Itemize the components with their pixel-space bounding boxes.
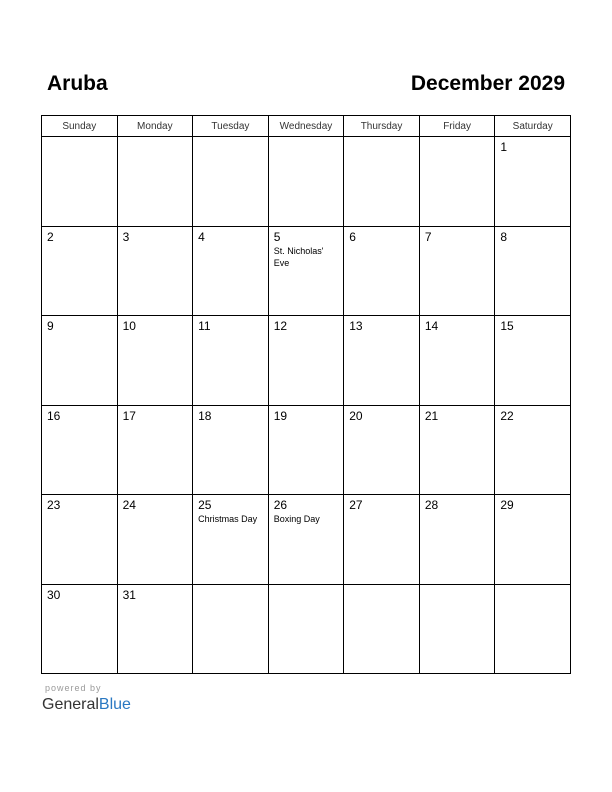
day-cell: [419, 226, 495, 316]
day-number: 3: [122, 229, 130, 244]
day-cell: [193, 495, 269, 585]
day-cell: [42, 405, 118, 495]
month-year-title: December 2029: [410, 72, 565, 95]
day-cell: [193, 137, 269, 227]
day-cell: [495, 584, 571, 674]
day-cell: [117, 584, 193, 674]
brand-logo: [42, 695, 131, 715]
day-cell: [495, 405, 571, 495]
country-title: Aruba: [47, 72, 108, 95]
day-cell: [495, 137, 571, 227]
day-cell: [193, 316, 269, 406]
day-cell: [117, 316, 193, 406]
week-row: [42, 584, 571, 674]
week-row: [42, 405, 571, 495]
day-number: 6: [349, 229, 356, 244]
week-row: [42, 226, 571, 316]
day-cell: [117, 405, 193, 495]
day-number: 2: [47, 229, 54, 244]
day-number: 22: [500, 408, 514, 423]
day-cell: [268, 405, 344, 495]
weekday-header: Monday: [117, 116, 193, 137]
day-number: 29: [500, 498, 514, 512]
week-row: [42, 495, 571, 585]
day-cell: [419, 495, 495, 585]
day-cell: [268, 584, 344, 674]
day-cell: [193, 405, 269, 495]
weekday-header: Wednesday: [268, 116, 344, 137]
day-number: 9: [47, 319, 54, 333]
day-cell: [42, 226, 118, 316]
day-cell: [419, 137, 495, 227]
day-cell: [117, 226, 193, 316]
day-cell: [268, 226, 344, 316]
day-number: 19: [273, 408, 288, 423]
week-row: [42, 316, 571, 406]
day-cell: [42, 584, 118, 674]
day-number: 1: [500, 140, 508, 154]
day-number: 17: [122, 408, 136, 423]
day-number: 16: [47, 408, 61, 423]
day-cell: [193, 226, 269, 316]
day-number: 26: [273, 498, 288, 512]
day-number: 11: [198, 319, 211, 333]
day-number: 12: [273, 319, 288, 333]
day-cell: [495, 226, 571, 316]
day-cell: [344, 137, 420, 227]
weekday-header: Saturday: [495, 116, 571, 137]
day-number: 27: [349, 498, 363, 512]
day-cell: [117, 495, 193, 585]
weekday-header: Sunday: [42, 116, 118, 137]
day-cell: [344, 495, 420, 585]
day-cell: [42, 316, 118, 406]
day-cell: [419, 316, 495, 406]
day-number: 13: [349, 319, 363, 333]
brand-general: General: [42, 696, 99, 713]
day-number: 20: [349, 408, 363, 423]
day-number: 4: [198, 229, 205, 244]
day-cell: [344, 226, 420, 316]
calendar-body: [42, 137, 571, 674]
day-cell: [495, 316, 571, 406]
day-cell: [344, 405, 420, 495]
day-cell: [268, 316, 344, 406]
day-cell: [117, 137, 193, 227]
day-number: 18: [198, 408, 212, 423]
day-cell: [344, 316, 420, 406]
day-number: 31: [122, 587, 136, 602]
weekday-header: Friday: [419, 116, 495, 137]
holiday-label: Boxing Day: [273, 514, 320, 524]
weekday-header-row: [42, 116, 571, 137]
day-number: 8: [500, 229, 508, 244]
day-cell: [193, 584, 269, 674]
day-cell: [42, 495, 118, 585]
brand-blue: Blue: [98, 696, 131, 713]
day-number: 25: [198, 498, 212, 512]
day-cell: [344, 584, 420, 674]
day-cell: [268, 495, 344, 585]
calendar-grid: [41, 115, 571, 674]
holiday-label: St. Nicholas' Eve: [273, 245, 324, 268]
powered-by-text: powered by: [45, 683, 102, 693]
day-number: 10: [122, 319, 136, 333]
day-number: 14: [424, 319, 439, 333]
day-number: 23: [47, 498, 61, 512]
day-cell: [419, 405, 495, 495]
footer-branding: [42, 683, 131, 715]
week-row: [42, 137, 571, 227]
day-cell: [419, 584, 495, 674]
day-number: 24: [122, 498, 136, 512]
holiday-label: Christmas Day: [198, 514, 258, 524]
day-number: 21: [424, 408, 439, 423]
day-number: 7: [424, 229, 432, 244]
day-number: 5: [273, 229, 281, 244]
day-number: 30: [47, 587, 61, 602]
day-cell: [495, 495, 571, 585]
day-number: 15: [500, 319, 514, 333]
weekday-header: Tuesday: [193, 116, 269, 137]
day-cell: [268, 137, 344, 227]
weekday-header: Thursday: [344, 116, 420, 137]
day-cell: [42, 137, 118, 227]
day-number: 28: [424, 498, 439, 512]
